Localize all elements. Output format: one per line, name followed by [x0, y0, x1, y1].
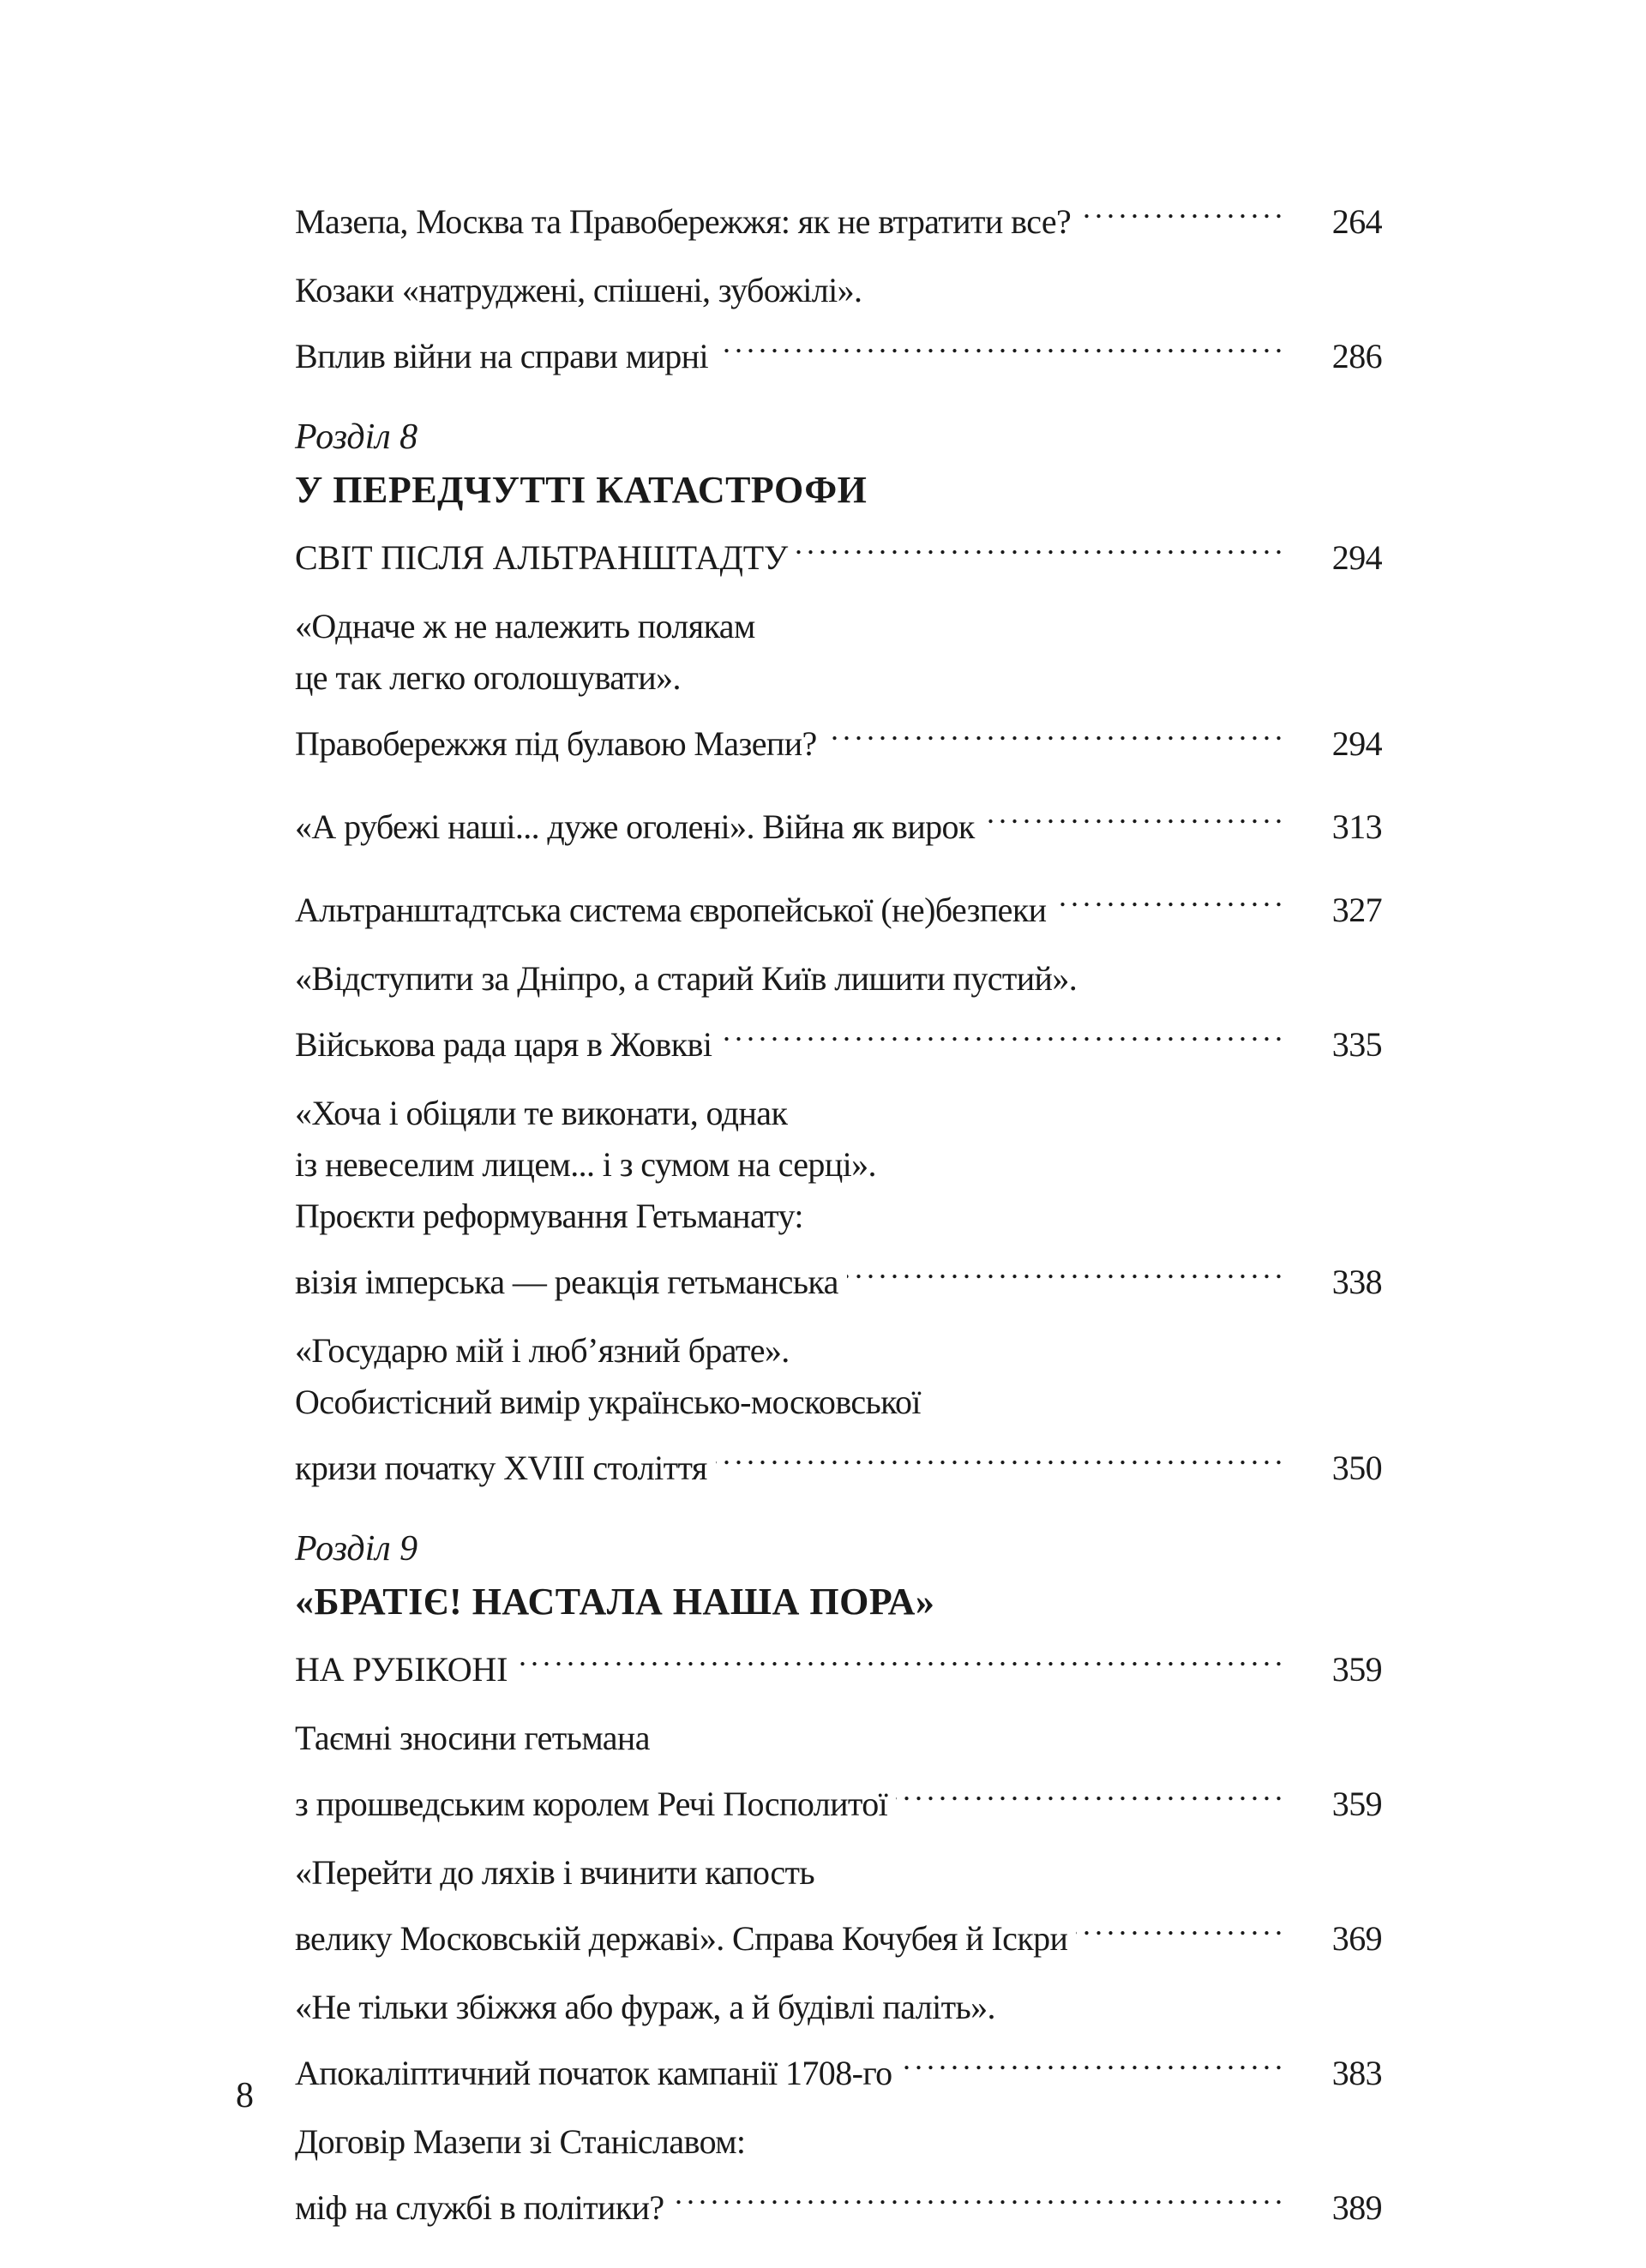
toc-entry-row [295, 1242, 1382, 1308]
toc-entry-title: Вплив війни на справи мирні [295, 331, 717, 382]
page-number: 389 [1331, 2188, 1382, 2227]
page-number: 350 [1331, 1449, 1382, 1487]
leader-dots [673, 2168, 1281, 2219]
page-number: 327 [1331, 891, 1382, 929]
toc-entry[interactable] [295, 1088, 1382, 1308]
table-of-contents [295, 182, 1382, 2251]
toc-entry-title: кризи початку XVIII століття [295, 1443, 716, 1494]
toc-entry-title-line: із невеселим лицем... і з сумом на серці». [295, 1145, 876, 1184]
chapter-title: У ПЕРЕДЧУТТІ КАТАСТРОФИ [295, 469, 868, 511]
page-number: 359 [1331, 1650, 1382, 1689]
toc-entry-row [295, 1899, 1382, 1965]
chapter-label: Розділ 9 [295, 1529, 418, 1569]
toc-entry[interactable] [295, 870, 1382, 936]
toc-entry[interactable] [295, 953, 1382, 1071]
page-folio-number: 8 [236, 2076, 254, 2115]
chapter-9-heading [295, 1523, 1382, 1629]
toc-entry-title-line: Договір Мазепи зі Станіславом: [295, 2122, 746, 2161]
leader-dots [826, 704, 1281, 755]
leader-dots [1054, 870, 1281, 921]
toc-entry-title: Апокаліптичний початок кампанії 1708-го [295, 2048, 901, 2099]
toc-entry[interactable] [295, 182, 1382, 248]
toc-entry-title: візія імперська — реакція гетьманська [295, 1257, 847, 1308]
page-number: 294 [1331, 538, 1382, 577]
leader-dots [847, 1242, 1281, 1293]
leader-dots [716, 1428, 1281, 1479]
toc-entry-title: Військова рада царя в Жовкві [295, 1019, 720, 1071]
toc-entry[interactable] [295, 1847, 1382, 1965]
toc-entry[interactable] [295, 1713, 1382, 1830]
toc-entry-row [295, 1764, 1382, 1830]
toc-entry-title-line: «Одначе ж не належить полякам [295, 607, 755, 645]
toc-entry[interactable] [295, 601, 1382, 770]
page-number: 286 [1331, 337, 1382, 375]
leader-dots [717, 316, 1281, 368]
page-number: 294 [1331, 724, 1382, 763]
toc-entry-title: Альтранштадтська система європейської (не)безпеки [295, 885, 1054, 936]
chapter-label: Розділ 8 [295, 417, 418, 457]
leader-dots [516, 1629, 1281, 1681]
toc-entry[interactable] [295, 787, 1382, 853]
toc-entry-title: «А рубежі наші... дуже оголені». Війна як вирок [295, 801, 983, 853]
toc-entry-title-line: «Перейти до ляхів і вчинити капость [295, 1853, 815, 1892]
leader-dots [983, 787, 1281, 838]
toc-entry-title-line: це так легко оголошувати». [295, 658, 681, 697]
toc-entry-title-line: «Государю мій і любʼязний брате». [295, 1331, 790, 1370]
toc-entry-title: велику Московській державі». Справа Кочубея й Іскри [295, 1913, 1076, 1965]
leader-dots [1079, 182, 1281, 233]
toc-entry-row [295, 1428, 1382, 1494]
section-title: СВІТ ПІСЛЯ АЛЬТРАНШТАДТУ [295, 532, 796, 584]
page-number: 383 [1331, 2054, 1382, 2092]
section-title: НА РУБІКОНІ [295, 1644, 516, 1695]
toc-entry[interactable] [295, 2116, 1382, 2234]
toc-section[interactable] [295, 518, 1382, 584]
toc-entry-title-line: «Хоча і обіцяли те виконати, однак [295, 1094, 788, 1132]
toc-entry-title-line: Проєкти реформування Гетьманату: [295, 1197, 803, 1235]
leader-dots [720, 1005, 1281, 1056]
toc-entry-row [295, 2168, 1382, 2234]
toc-entry-title: Правобережжя під булавою Мазепи? [295, 718, 826, 770]
leader-dots [901, 2033, 1281, 2085]
toc-entry-title-line: Таємні зносини гетьмана [295, 1719, 650, 1757]
leader-dots [796, 518, 1281, 569]
page-number: 359 [1331, 1785, 1382, 1823]
page-number: 338 [1331, 1263, 1382, 1301]
toc-entry-row [295, 870, 1382, 936]
page-number: 369 [1331, 1919, 1382, 1958]
toc-entry-title-line: «Не тільки збіжжя або фураж, а й будівлі паліть». [295, 1988, 995, 2026]
toc-entry-title: Мазепа, Москва та Правобережжя: як не втратити все? [295, 196, 1079, 248]
chapter-8-heading [295, 411, 1382, 518]
toc-entry[interactable] [295, 265, 1382, 382]
toc-entry[interactable] [295, 1325, 1382, 1494]
toc-section[interactable] [295, 1629, 1382, 1695]
toc-entry-title: з прошведським королем Речі Посполитої [295, 1779, 896, 1830]
chapter-title: «БРАТІЄ! НАСТАЛА НАША ПОРА» [295, 1581, 935, 1623]
toc-entry-title-line: Особистісний вимір українсько-московської [295, 1383, 921, 1421]
toc-entry-row [295, 182, 1382, 248]
page-number: 264 [1331, 202, 1382, 241]
leader-dots [1076, 1899, 1281, 1950]
toc-entry-row [295, 2033, 1382, 2099]
toc-entry-row [295, 518, 1382, 584]
toc-entry-row [295, 1629, 1382, 1695]
page-number: 313 [1331, 807, 1382, 846]
toc-entry-row [295, 787, 1382, 853]
page-number: 335 [1331, 1025, 1382, 1064]
toc-entry-title: міф на службі в політики? [295, 2182, 673, 2234]
toc-entry-row [295, 316, 1382, 382]
toc-entry-row [295, 704, 1382, 770]
toc-entry-title-line: «Відступити за Дніпро, а старий Київ лишити пустий». [295, 959, 1078, 998]
leader-dots [896, 1764, 1281, 1815]
toc-entry[interactable] [295, 1982, 1382, 2099]
toc-entry-title-line: Козаки «натруджені, спішені, зубожілі». [295, 271, 862, 309]
toc-entry-row [295, 1005, 1382, 1071]
